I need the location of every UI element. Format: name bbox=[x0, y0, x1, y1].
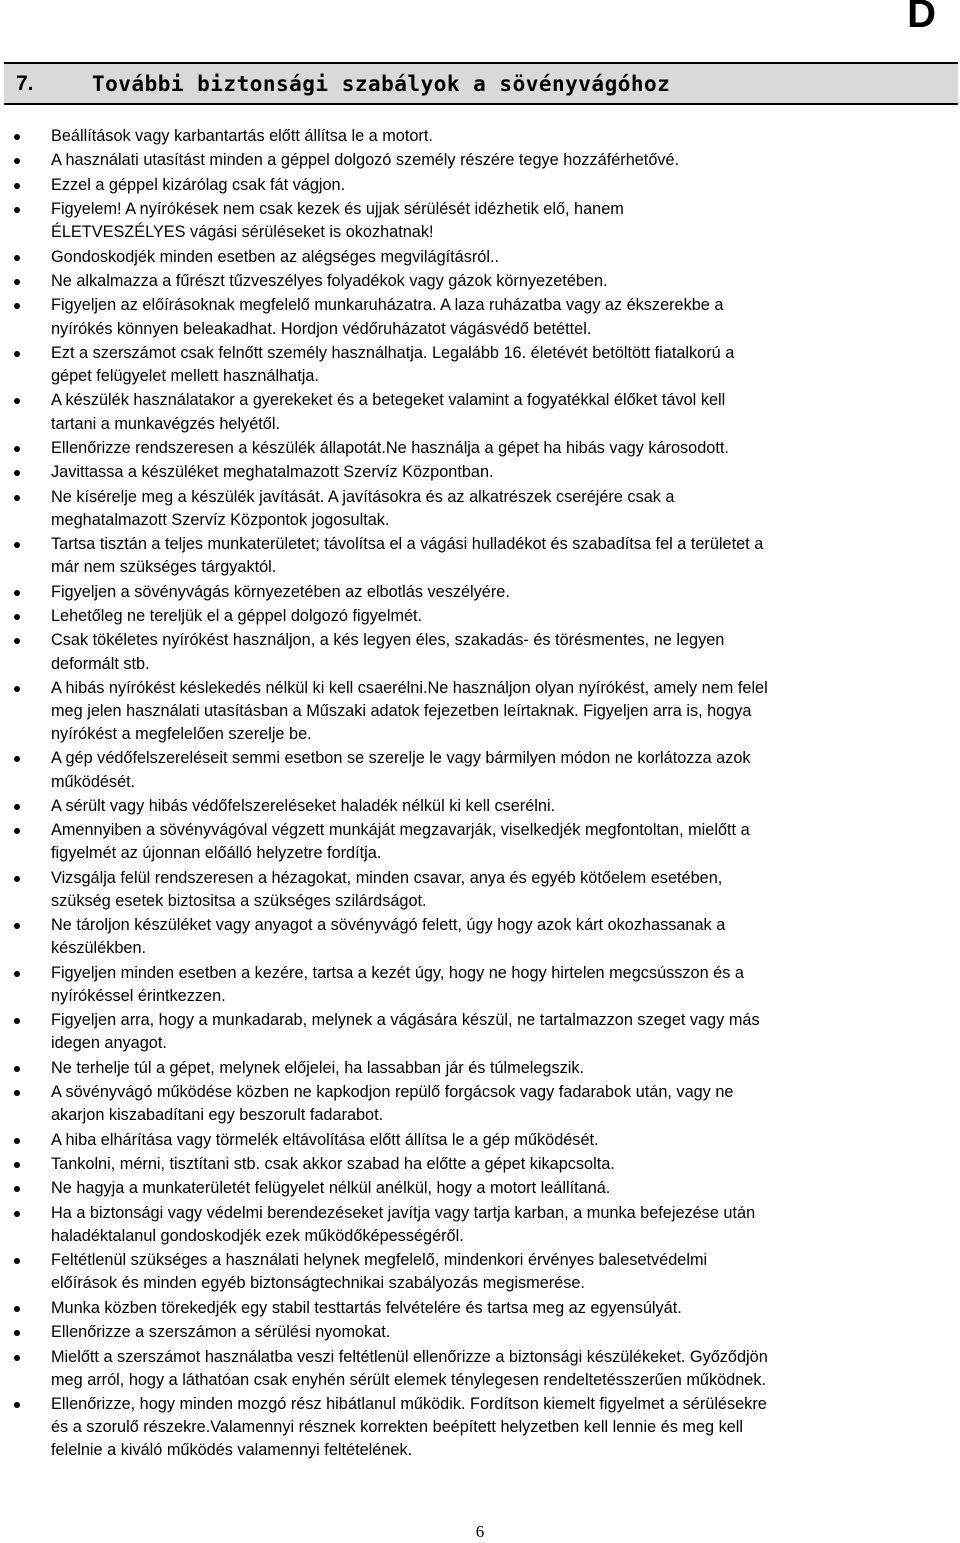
rule-text-line: deformált stb. bbox=[51, 654, 150, 673]
rule-text-line: Munka közben törekedjék egy stabil testtartás felvételére és tartsa meg az egyensúlyát. bbox=[51, 1298, 682, 1317]
rule-text-line: A sérült vagy hibás védőfelszereléseket haladék nélkül ki kell cserélni. bbox=[51, 796, 556, 815]
bullet-icon bbox=[14, 1402, 20, 1408]
rule-text-line: Csak tökéletes nyírókést használjon, a kés legyen éles, szakadás- és törésmentes, ne legyen bbox=[51, 631, 725, 650]
rule-item bbox=[0, 1057, 960, 1080]
rule-text-line: Ellenőrizze, hogy minden mozgó rész hibátlanul működik. Fordítson kiemelt figyelmet a sérülésekre bbox=[51, 1395, 767, 1414]
rule-text-line: akarjon kiszabadítani egy beszorult fadarabot. bbox=[51, 1106, 384, 1125]
bullet-icon bbox=[14, 971, 20, 977]
rule-text-line: Ne hagyja a munkaterületét felügyelet nélkül anélkül, hogy a motort leállítaná. bbox=[51, 1179, 611, 1198]
bullet-icon bbox=[14, 279, 20, 285]
rule-text-line: szükség esetek biztositsa a szükséges szilárdságot. bbox=[51, 891, 427, 910]
bullet-icon bbox=[14, 828, 20, 834]
rule-text-line: A készülék használatakor a gyerekeket és a betegeket valamint a fogyatékkal élőket távol kell bbox=[51, 391, 726, 410]
section-number: 7. bbox=[16, 71, 34, 95]
rule-item bbox=[0, 294, 960, 340]
rule-item bbox=[0, 1202, 960, 1248]
rule-text-line: működését. bbox=[51, 772, 136, 791]
rule-item bbox=[0, 747, 960, 793]
rule-text-line: Ezzel a géppel kizárólag csak fát vágjon. bbox=[51, 175, 346, 194]
bullet-icon bbox=[14, 207, 20, 213]
rule-text-line: Mielőtt a szerszámot használatba veszi feltétlenül ellenőrizze a biztonsági készülékeket. Győződjön bbox=[51, 1347, 768, 1366]
rule-item bbox=[0, 1081, 960, 1127]
bullet-icon bbox=[14, 1258, 20, 1264]
bullet-icon bbox=[14, 876, 20, 882]
rule-item bbox=[0, 1346, 960, 1392]
section-header bbox=[4, 62, 958, 105]
rule-item bbox=[0, 389, 960, 435]
rule-item bbox=[0, 677, 960, 746]
rule-item bbox=[0, 437, 960, 460]
rule-item bbox=[0, 1321, 960, 1344]
bullet-icon bbox=[14, 1018, 20, 1024]
bullet-icon bbox=[14, 1090, 20, 1096]
rule-item bbox=[0, 914, 960, 960]
rule-item bbox=[0, 581, 960, 604]
bullet-icon bbox=[14, 495, 20, 501]
rule-text-line: Ellenőrizze a szerszámon a sérülési nyomokat. bbox=[51, 1323, 391, 1342]
rule-text-line: Ne alkalmazza a fűrészt tűzveszélyes folyadékok vagy gázok környezetében. bbox=[51, 272, 608, 291]
rule-text-line: Vizsgálja felül rendszeresen a hézagokat, minden csavar, anya és egyéb kötőelem esetében, bbox=[51, 868, 723, 887]
rule-text-line: A hibás nyírókést késlekedés nélkül ki kell csaerélni.Ne használjon olyan nyírókést, amely nem felel bbox=[51, 678, 768, 697]
rule-text-line: készülékben. bbox=[51, 939, 147, 958]
bullet-icon bbox=[14, 255, 20, 261]
bullet-icon bbox=[14, 1355, 20, 1361]
rule-text-line: már nem szükséges tárgyaktól. bbox=[51, 558, 277, 577]
bullet-icon bbox=[14, 1138, 20, 1144]
rule-text-line: Ne terhelje túl a gépet, melynek előjelei, ha lassabban jár és túlmelegszik. bbox=[51, 1058, 585, 1077]
rule-item bbox=[0, 461, 960, 484]
rule-item bbox=[0, 486, 960, 532]
bullet-icon bbox=[14, 470, 20, 476]
rule-item bbox=[0, 270, 960, 293]
rule-text-line: Gondoskodjék minden esetben az alégséges megvilágításról.. bbox=[51, 247, 500, 266]
rule-text-line: Ellenőrizze rendszeresen a készülék állapotát.Ne használja a gépet ha hibás vagy károsodott. bbox=[51, 438, 729, 457]
rule-item bbox=[0, 149, 960, 172]
rule-text-line: nyírókést a megfelelően szerelje be. bbox=[51, 725, 312, 744]
bullet-icon bbox=[14, 756, 20, 762]
page-number: 6 bbox=[475, 1522, 485, 1541]
rule-item bbox=[0, 198, 960, 244]
rule-text-line: haladéktalanul gondoskodjék ezek működőképességéről. bbox=[51, 1226, 464, 1245]
rule-text-line: Feltétlenül szükséges a használati helynek megfelelő, mindenkori érvényes balesetvédelmi bbox=[51, 1251, 708, 1270]
rule-text-line: Javittassa a készüléket meghatalmazott Szervíz Központban. bbox=[51, 463, 494, 482]
rule-item bbox=[0, 1393, 960, 1462]
rule-text-line: Figyeljen arra, hogy a munkadarab, melynek a vágására készül, ne tartalmazzon szeget vagy más bbox=[51, 1011, 760, 1030]
rule-text-line: Figyelem! A nyírókések nem csak kezek és ujjak sérülését idézhetik elő, hanem bbox=[51, 200, 624, 219]
rule-text-line: Tartsa tisztán a teljes munkaterületet; távolítsa el a vágási hulladékot és szabadítsa fel a területet a bbox=[51, 535, 764, 554]
rule-text-line: A sövényvágó működése közben ne kapkodjon repülő forgácsok vagy fadarabok után, vagy ne bbox=[51, 1083, 734, 1102]
rule-text-line: Figyeljen minden esetben a kezére, tartsa a kezét úgy, hogy ne hogy hirtelen megcsússzon és a bbox=[51, 963, 744, 982]
rule-text-line: Ha a biztonsági vagy védelmi berendezéseket javítja vagy tartja karban, a munka befejezése után bbox=[51, 1203, 756, 1222]
rule-item bbox=[0, 629, 960, 675]
rule-text-line: Ezt a szerszámot csak felnőtt személy használhatja. Legalább 16. életévét betöltött fiatalkorú a bbox=[51, 343, 735, 362]
rule-item bbox=[0, 342, 960, 388]
rule-text-line: nyírókéssel érintkezzen. bbox=[51, 986, 226, 1005]
bullet-icon bbox=[14, 1306, 20, 1312]
rule-item bbox=[0, 1177, 960, 1200]
rule-text-line: figyelmét az újonnan előálló helyzetre fordítja. bbox=[51, 844, 382, 863]
safety-rules-list bbox=[0, 125, 960, 1464]
bullet-icon bbox=[14, 686, 20, 692]
rule-item bbox=[0, 1129, 960, 1152]
rule-text-line: meg jelen használati utasításban a Műszaki adatok fejezetben leírtaknak. Figyeljen arra is, hogya bbox=[51, 702, 752, 720]
section-title: További biztonsági szabályok a sövényvágóhoz bbox=[92, 71, 671, 96]
bullet-icon bbox=[14, 134, 20, 140]
bullet-icon bbox=[14, 398, 20, 404]
rule-item bbox=[0, 819, 960, 865]
rule-text-line: előírások és minden egyéb biztonságtechnikai szabályozás megismerése. bbox=[51, 1274, 585, 1293]
rule-text-line: nyírókés könnyen beleakadhat. Hordjon védőruházatot vágásvédő betéttel. bbox=[51, 319, 592, 338]
bullet-icon bbox=[14, 1162, 20, 1168]
rule-item bbox=[0, 1153, 960, 1176]
rule-text-line: idegen anyagot. bbox=[51, 1034, 167, 1053]
bullet-icon bbox=[14, 183, 20, 189]
bullet-icon bbox=[14, 542, 20, 548]
rule-text-line: Ne tároljon készüléket vagy anyagot a sövényvágó felett, úgy hogy azok kárt okozhassanak a bbox=[51, 916, 726, 935]
rule-item bbox=[0, 605, 960, 628]
rule-text-line: Figyeljen az előírásoknak megfelelő munkaruházatra. A laza ruházatba vagy az ékszerekbe a bbox=[51, 296, 724, 315]
rule-text-line: A használati utasítást minden a géppel dolgozó személy részére tegye hozzáférhetővé. bbox=[51, 151, 680, 170]
bullet-icon bbox=[14, 303, 20, 309]
bullet-icon bbox=[14, 1211, 20, 1217]
rule-text-line: és a szorulő részekre.Valamennyi résznek korrekten beépített helyzetben kell lennie és meg kell bbox=[51, 1418, 744, 1437]
rule-text-line: Amennyiben a sövényvágóval végzett munkáját megzavarják, viselkedjék megfontoltan, mielőtt a bbox=[51, 821, 750, 840]
rule-item bbox=[0, 533, 960, 579]
rule-text-line: felelnie a kiváló működés valamennyi feltételének. bbox=[51, 1441, 413, 1460]
rule-text-line: tartani a munkavégzés helyétől. bbox=[51, 414, 280, 433]
rule-text-line: A hiba elhárítása vagy törmelék eltávolítása előtt állítsa le a gép működését. bbox=[51, 1130, 599, 1149]
bullet-icon bbox=[14, 590, 20, 596]
rule-text-line: Ne kísérelje meg a készülék javítását. A javításokra és az alkatrészek cseréjére csak a bbox=[51, 487, 675, 506]
bullet-icon bbox=[14, 614, 20, 620]
bullet-icon bbox=[14, 1330, 20, 1336]
rule-text-line: gépet felügyelet mellett használhatja. bbox=[51, 367, 319, 386]
rule-text-line: Tankolni, mérni, tisztítani stb. csak akkor szabad ha előtte a gépet kikapcsolta. bbox=[51, 1155, 615, 1174]
rule-text-line: A gép védőfelszereléseit semmi esetbon se szerelje le vagy bármilyen módon ne korlátozza azok bbox=[51, 749, 751, 768]
bullet-icon bbox=[14, 158, 20, 164]
bullet-icon bbox=[14, 351, 20, 357]
rule-item bbox=[0, 1009, 960, 1055]
rule-text-line: Lehetőleg ne tereljük el a géppel dolgozó figyelmét. bbox=[51, 607, 423, 626]
bullet-icon bbox=[14, 923, 20, 929]
rule-item bbox=[0, 174, 960, 197]
rule-text-line: Figyeljen a sövényvágás környezetében az elbotlás veszélyére. bbox=[51, 582, 510, 601]
bullet-icon bbox=[14, 1186, 20, 1192]
bullet-icon bbox=[14, 638, 20, 644]
language-mark: D bbox=[907, 0, 936, 36]
rule-item bbox=[0, 125, 960, 148]
rule-text-line: Beállítások vagy karbantartás előtt állítsa le a motort. bbox=[51, 127, 433, 145]
rule-text-line: meghatalmazott Szervíz Központok jogosultak. bbox=[51, 510, 390, 529]
rule-item bbox=[0, 867, 960, 913]
rule-text-line: ÉLETVESZÉLYES vágási sérüléseket is okozhatnak! bbox=[51, 223, 434, 242]
rule-item bbox=[0, 246, 960, 269]
rule-item bbox=[0, 795, 960, 818]
rule-item bbox=[0, 1249, 960, 1295]
bullet-icon bbox=[14, 1066, 20, 1072]
rule-item bbox=[0, 1297, 960, 1320]
bullet-icon bbox=[14, 804, 20, 810]
rule-item bbox=[0, 962, 960, 1008]
rule-text-line: meg arról, hogy a láthatóan csak enyhén sérült elemek ténylegesen rendeltetésszerűen működnek. bbox=[51, 1370, 766, 1389]
bullet-icon bbox=[14, 446, 20, 452]
